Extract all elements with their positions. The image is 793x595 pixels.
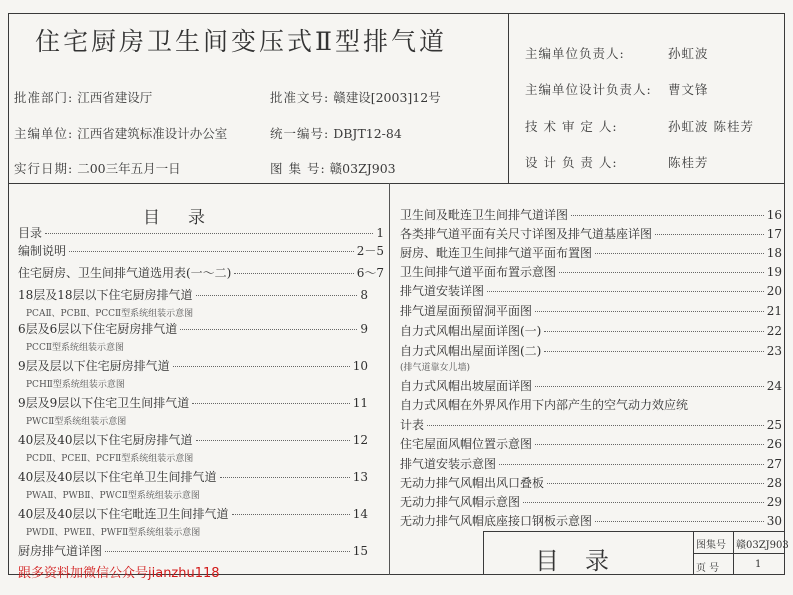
toc-entry-title: 自力式风帽出坡屋面详图 xyxy=(400,379,533,393)
toc-entry[interactable] xyxy=(400,206,782,223)
toc-entry-page: 6～7 xyxy=(356,266,384,280)
toc-leader xyxy=(173,366,350,367)
toc-entry-title: 9层及9层以下住宅卫生间排气道 xyxy=(18,396,190,410)
toc-entry[interactable] xyxy=(400,282,782,299)
approval-doc xyxy=(270,88,441,106)
approval-dept-label: 批准部门: xyxy=(14,90,74,105)
toc-leader xyxy=(180,329,357,330)
toc-entry-page: 29 xyxy=(766,495,782,509)
header-divider xyxy=(8,183,785,184)
toc-entry[interactable] xyxy=(18,264,384,281)
toc-entry-title: 厨房排气道详图 xyxy=(18,544,103,558)
toc-entry[interactable] xyxy=(400,493,782,510)
toc-entry-page: 30 xyxy=(766,514,782,528)
approval-doc-label: 批准文号: xyxy=(270,90,330,105)
toc-column-divider xyxy=(389,183,390,575)
toc-entry-page: 12 xyxy=(352,433,368,447)
title-block-title: 目录 xyxy=(535,547,635,575)
toc-entry[interactable] xyxy=(18,542,368,559)
toc-entry[interactable] xyxy=(400,455,782,472)
chief-unit-value: 江西省建筑标准设计办公室 xyxy=(77,126,228,141)
toc-leader xyxy=(544,331,763,332)
responsible-role: 主编单位负责人: xyxy=(525,46,625,61)
atlas-no xyxy=(270,159,396,177)
toc-subtitle: PCDⅡ、PCEⅡ、PCFⅡ型系统组装示意图 xyxy=(26,454,194,464)
toc-leader xyxy=(595,253,764,254)
toc-entry[interactable] xyxy=(400,302,782,319)
responsible-designer xyxy=(525,153,709,171)
chief-unit xyxy=(14,124,227,142)
toc-entry-page: 11 xyxy=(352,396,368,410)
toc-entry[interactable] xyxy=(400,263,782,280)
approval-doc-value: 赣建设[2003]12号 xyxy=(333,90,441,105)
toc-entry[interactable] xyxy=(18,320,368,337)
toc-entry-page: 19 xyxy=(766,265,782,279)
title-block-grid xyxy=(693,531,789,575)
toc-leader xyxy=(523,502,764,503)
toc-entry-page: 16 xyxy=(766,208,782,222)
toc-entry-page: 8 xyxy=(360,288,368,302)
toc-leader xyxy=(535,444,764,445)
toc-entry[interactable] xyxy=(18,242,384,259)
page-label: 页 号 xyxy=(696,563,720,574)
toc-leader xyxy=(547,483,764,484)
responsible-name: 陈桂芳 xyxy=(668,155,709,170)
toc-entry-title: 自力式风帽出屋面详图(一) xyxy=(400,324,542,338)
toc-entry-page: 13 xyxy=(352,470,368,484)
page-value: 1 xyxy=(755,559,762,570)
toc-entry-title: 目录 xyxy=(18,226,43,240)
toc-entry-title: 自力式风帽出屋面详图(二) xyxy=(400,344,542,358)
toc-entry-page: 22 xyxy=(766,324,782,338)
toc-leader xyxy=(499,464,764,465)
toc-entry-line xyxy=(400,396,782,413)
toc-subtitle: PCHⅡ型系统组装示意图 xyxy=(26,380,125,390)
toc-entry-title: 40层及40层以下住宅厨房排气道 xyxy=(18,433,193,447)
toc-entry-title: 无动力排气风帽底座接口钢板示意图 xyxy=(400,514,593,528)
responsible-design-head xyxy=(525,80,709,98)
toc-entry[interactable] xyxy=(400,377,782,394)
toc-subtitle: PWDⅡ、PWEⅡ、PWFⅡ型系统组装示意图 xyxy=(26,528,201,538)
toc-entry-title: 无动力排气风帽出风口叠板 xyxy=(400,476,545,490)
toc-entry-page: 20 xyxy=(766,284,782,298)
toc-entry[interactable] xyxy=(18,505,368,522)
toc-leader xyxy=(234,273,353,274)
toc-entry-page: 9 xyxy=(360,322,368,336)
toc-note: (排气道靠女儿墙) xyxy=(400,363,471,373)
toc-entry[interactable] xyxy=(400,244,782,261)
toc-entry[interactable] xyxy=(400,512,782,529)
uniform-no-label: 统一编号: xyxy=(270,126,330,141)
toc-entry-title: 编制说明 xyxy=(18,244,67,258)
toc-entry-title: 排气道安装示意图 xyxy=(400,457,497,471)
toc-entry-page: 25 xyxy=(766,418,782,432)
toc-entry-title: 卫生间排气道平面布置示意图 xyxy=(400,265,557,279)
toc-leader xyxy=(105,551,350,552)
toc-entry-page: 1 xyxy=(376,226,384,240)
toc-entry-title: 各类排气道平面有关尺寸详图及排气道基座详图 xyxy=(400,227,653,241)
toc-entry[interactable] xyxy=(18,468,368,485)
toc-leader xyxy=(192,403,349,404)
responsible-role: 主编单位设计负责人: xyxy=(525,82,652,97)
approval-dept-value: 江西省建设厅 xyxy=(77,90,153,105)
impl-date-label: 实行日期: xyxy=(14,161,74,176)
responsible-name: 孙虹波 xyxy=(668,46,709,61)
toc-entry-title: 40层及40层以下住宅单卫生间排气道 xyxy=(18,470,217,484)
toc-entry-page: 15 xyxy=(352,544,368,558)
toc-entry-page: 21 xyxy=(766,304,782,318)
toc-entry-title: 6层及6层以下住宅厨房排气道 xyxy=(18,322,178,336)
toc-entry-page: 10 xyxy=(352,359,368,373)
toc-entry[interactable] xyxy=(400,435,782,452)
toc-subtitle: PWCⅡ型系统组装示意图 xyxy=(26,417,127,427)
toc-entry-title: 9层及层以下住宅厨房排气道 xyxy=(18,359,170,373)
toc-entry[interactable] xyxy=(400,416,782,433)
responsible-name: 曹文锋 xyxy=(668,82,709,97)
toc-entry[interactable] xyxy=(400,474,782,491)
toc-leader xyxy=(45,233,373,234)
atlas-value: 赣03ZJ903 xyxy=(736,540,789,551)
toc-entry[interactable] xyxy=(18,286,368,303)
toc-leader xyxy=(544,351,763,352)
toc-leader xyxy=(595,521,764,522)
toc-entry[interactable] xyxy=(18,431,368,448)
toc-entry-page: 17 xyxy=(766,227,782,241)
document-title: 住宅厨房卫生间变压式Ⅱ型排气道 xyxy=(35,27,447,56)
atlas-label: 图集号 xyxy=(696,540,726,551)
toc-entry-title: 排气道安装详图 xyxy=(400,284,485,298)
responsible-reviewer xyxy=(525,117,754,135)
toc-entry-page: 28 xyxy=(766,476,782,490)
toc-entry-page: 18 xyxy=(766,246,782,260)
toc-leader xyxy=(196,295,358,296)
toc-entry[interactable] xyxy=(400,322,782,339)
toc-subtitle: PWAⅡ、PWBⅡ、PWCⅡ型系统组装示意图 xyxy=(26,491,200,501)
responsible-chief-unit xyxy=(525,44,709,62)
header-column-divider xyxy=(508,13,509,183)
toc-entry-title: 自力式风帽在外界风作用下内部产生的空气动力效应统 xyxy=(400,398,689,412)
toc-leader xyxy=(571,215,764,216)
uniform-no-value: DBJT12-84 xyxy=(333,126,402,141)
responsible-role: 设 计 负 责 人: xyxy=(525,155,618,170)
toc-entry-page: 2－5 xyxy=(356,244,384,258)
toc-entry-title: 40层及40层以下住宅毗连卫生间排气道 xyxy=(18,507,229,521)
toc-leader xyxy=(196,440,350,441)
chief-unit-label: 主编单位: xyxy=(14,126,74,141)
toc-entry[interactable] xyxy=(18,394,368,411)
impl-date xyxy=(14,159,181,177)
toc-leader xyxy=(559,272,764,273)
toc-leader xyxy=(220,477,350,478)
toc-entry-page: 27 xyxy=(766,457,782,471)
toc-heading: 目录 xyxy=(143,208,233,228)
toc-leader xyxy=(655,234,764,235)
grid-line xyxy=(693,553,785,554)
uniform-no xyxy=(270,124,402,142)
atlas-no-value: 赣03ZJ903 xyxy=(329,161,396,176)
toc-leader xyxy=(535,386,764,387)
toc-entry-page: 24 xyxy=(766,379,782,393)
impl-date-value: 二00三年五月一日 xyxy=(77,161,181,176)
toc-subtitle: PCCⅡ型系统组装示意图 xyxy=(26,343,124,353)
toc-entry[interactable] xyxy=(400,225,782,242)
responsible-name: 孙虹波 陈桂芳 xyxy=(668,119,754,134)
responsible-role: 技 术 审 定 人: xyxy=(525,119,618,134)
toc-entry-page: 14 xyxy=(352,507,368,521)
toc-leader xyxy=(487,291,764,292)
atlas-no-label: 图 集 号: xyxy=(270,161,326,176)
toc-leader xyxy=(535,311,764,312)
toc-leader xyxy=(69,251,354,252)
toc-entry-title: 计表 xyxy=(400,418,425,432)
toc-entry-title: 排气道屋面预留洞平面图 xyxy=(400,304,533,318)
toc-entry-title: 厨房、毗连卫生间排气道平面布置图 xyxy=(400,246,593,260)
toc-entry-page: 26 xyxy=(766,437,782,451)
toc-entry[interactable] xyxy=(400,342,782,359)
toc-leader xyxy=(427,425,764,426)
toc-entry[interactable] xyxy=(18,224,384,241)
toc-subtitle: PCAⅡ、PCBⅡ、PCCⅡ型系统组装示意图 xyxy=(26,309,194,319)
toc-entry-title: 住宅厨房、卫生间排气道选用表(一～二) xyxy=(18,266,232,280)
toc-entry-title: 18层及18层以下住宅厨房排气道 xyxy=(18,288,193,302)
watermark-text: 跟多资料加微信公众号jianzhu118 xyxy=(18,566,220,581)
toc-leader xyxy=(232,514,350,515)
toc-entry[interactable] xyxy=(18,357,368,374)
toc-entry-title: 住宅屋面风帽位置示意图 xyxy=(400,437,533,451)
toc-entry-title: 卫生间及毗连卫生间排气道详图 xyxy=(400,208,569,222)
toc-entry-page: 23 xyxy=(766,344,782,358)
toc-entry-title: 无动力排气风帽示意图 xyxy=(400,495,521,509)
approval-dept xyxy=(14,88,152,106)
